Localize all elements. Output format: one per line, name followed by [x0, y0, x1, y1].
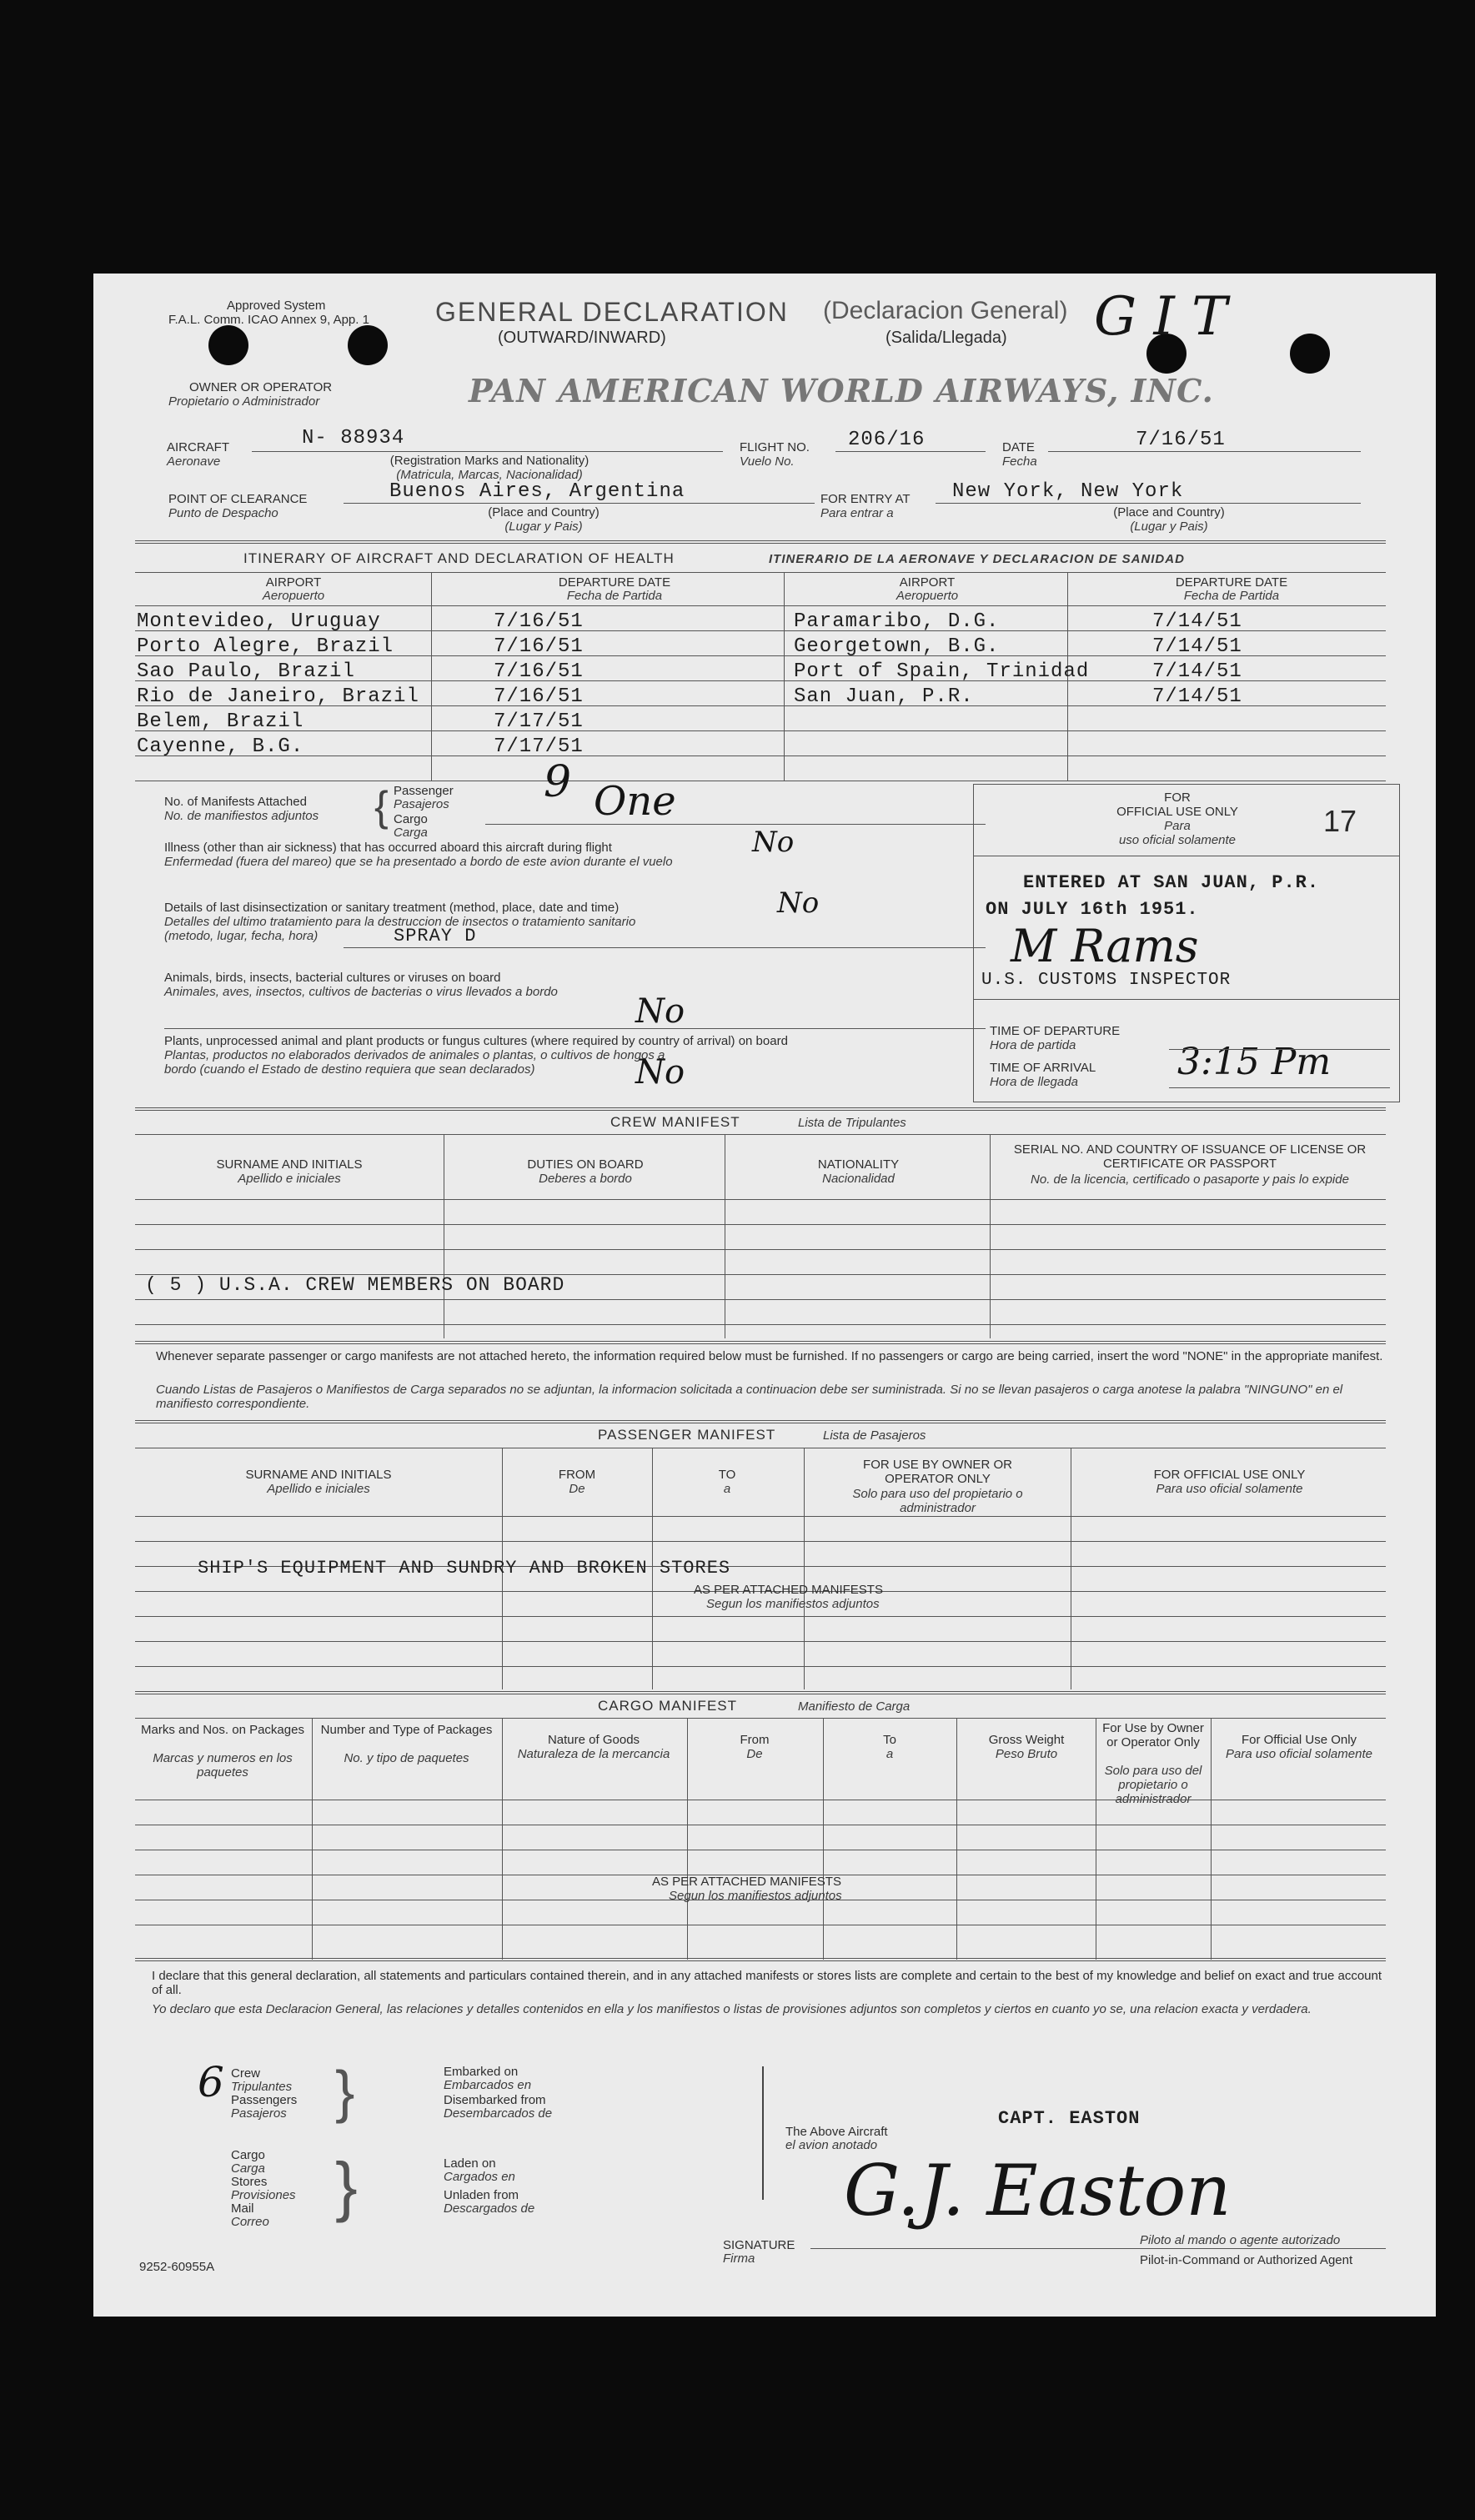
manifests-label: No. of Manifests Attached: [164, 795, 307, 809]
plants-value: No: [635, 1053, 685, 1092]
disembarked-from-es: Desembarcados de: [444, 2106, 553, 2121]
form-subtitle-es: (Salida/Llegada): [886, 329, 1007, 347]
itinerary-date-header-right: DEPARTURE DATE: [1175, 575, 1288, 590]
passenger-header-official-es: Para uso oficial solamente: [1156, 1482, 1303, 1496]
passenger-header-name: SURNAME AND INITIALS: [245, 1468, 392, 1482]
declaration-crew-es: Tripulantes: [231, 2080, 293, 2094]
itinerary-row-airport: San Juan, P.R.: [794, 685, 974, 708]
disinsect-value: No: [777, 886, 820, 920]
itinerary-row-date: 7/14/51: [1152, 635, 1242, 658]
disinsect-label-es-2: (metodo, lugar, fecha, hora): [164, 929, 319, 943]
pilot-label-es: Piloto al mando o agente autorizado: [1140, 2233, 1341, 2247]
itinerary-airport-header-es: Aeropuerto: [262, 589, 325, 603]
spray-value: SPRAY D: [394, 926, 477, 946]
itinerary-row-date: 7/17/51: [494, 710, 584, 733]
passenger-attached: AS PER ATTACHED MANIFESTS: [694, 1583, 883, 1597]
manifests-label-es: No. de manifiestos adjuntos: [164, 809, 319, 823]
crew-count: 6: [198, 2058, 224, 2106]
captain-signature: G.J. Easton: [844, 2150, 1232, 2231]
entry-caption: (Place and Country): [1113, 505, 1225, 520]
punch-hole: [348, 325, 388, 365]
itinerary-row-date: 7/16/51: [494, 635, 584, 658]
itinerary-row-date: 7/14/51: [1152, 610, 1242, 633]
clearance-value: Buenos Aires, Argentina: [389, 480, 685, 503]
declaration-text: I declare that this general declaration, all statements and particulars contained therein, and in any attached manifests or stores lists are complete and certain to the best of my knowledge and belief on exact and true account of all.: [152, 1969, 1382, 1997]
cargo-attached-es: Segun los manifiestos adjuntos: [669, 1889, 842, 1903]
itinerary-airport-header: AIRPORT: [265, 575, 322, 590]
crew-header-duties-es: Deberes a bordo: [539, 1172, 632, 1186]
cargo-attached: AS PER ATTACHED MANIFESTS: [652, 1875, 841, 1889]
crew-header-nationality-es: Nacionalidad: [822, 1172, 895, 1186]
unladen-from-es: Descargados de: [444, 2201, 535, 2216]
manifests-passenger: Passenger: [394, 784, 454, 798]
cargo-header-marks-es: Marcas y numeros en los paquetes: [153, 1751, 293, 1780]
date-label: DATE: [1002, 440, 1035, 454]
cargo-header-weight: Gross Weight: [988, 1733, 1065, 1747]
date-label-es: Fecha: [1002, 454, 1037, 469]
crew-header-duties: DUTIES ON BOARD: [527, 1157, 644, 1172]
entry-value: New York, New York: [952, 480, 1184, 503]
itinerary-title-es: ITINERARIO DE LA AERONAVE Y DECLARACION DE SANIDAD: [769, 552, 1185, 566]
itinerary-row-date: 7/16/51: [494, 685, 584, 708]
crew-header-name: SURNAME AND INITIALS: [216, 1157, 363, 1172]
declaration-brace: }: [335, 2059, 355, 2124]
aircraft-label: AIRCRAFT: [167, 440, 229, 454]
manifests-brace: {: [374, 783, 389, 830]
passenger-title: PASSENGER MANIFEST: [598, 1427, 776, 1443]
crew-header-license-es: No. de la licencia, certificado o pasaporte y pais lo expide: [1031, 1172, 1349, 1187]
punch-hole: [208, 325, 248, 365]
cargo-header-marks: Marks and Nos. on Packages: [141, 1723, 304, 1737]
passenger-header-owner-es: Solo para uso del propietario o administrador: [852, 1487, 1023, 1515]
illness-label: Illness (other than air sickness) that has occurred aboard this aircraft during flight: [164, 841, 612, 855]
cargo-header-nature-es: Naturaleza de la mercancia: [517, 1747, 670, 1761]
declaration-form: [93, 274, 1436, 2317]
cargo-header-official-es: Para uso oficial solamente: [1226, 1747, 1372, 1761]
disinsect-label: Details of last disinsectization or sanitary treatment (method, place, date and time): [164, 901, 620, 915]
cargo-header-number: Number and Type of Packages: [320, 1723, 493, 1737]
cargo-header-owner: For Use by Owner or Operator Only: [1102, 1721, 1204, 1749]
plants-label: Plants, unprocessed animal and plant products or fungus cultures (where required by country of arrival) on board: [164, 1034, 788, 1048]
form-title: GENERAL DECLARATION: [435, 297, 789, 327]
passenger-header-to-es: a: [723, 1482, 731, 1496]
animals-label-es: Animales, aves, insectos, cultivos de bacterias o virus llevados a bordo: [164, 985, 558, 999]
itinerary-row-airport: Georgetown, B.G.: [794, 635, 1000, 658]
cargo-header-to: To: [883, 1733, 896, 1747]
official-for: FOR: [1164, 791, 1191, 805]
crew-title-es: Lista de Tripulantes: [798, 1116, 906, 1130]
passenger-entry: SHIP'S EQUIPMENT AND SUNDRY AND BROKEN STORES: [198, 1558, 731, 1579]
reg-caption: (Registration Marks and Nationality): [389, 454, 589, 468]
itinerary-row-date: 7/16/51: [494, 660, 584, 683]
notice-text-es: Cuando Listas de Pasajeros o Manifiestos de Carga separados no se adjuntan, la informacion solicitada a continuacion debe ser suministrada. Si no se llevan pasajeros o carga anotese la palabra "NINGUNO" en el manifiesto correspondiente.: [156, 1383, 1343, 1411]
declaration-mail: Mail: [231, 2201, 254, 2216]
cargo-header-from: From: [740, 1733, 770, 1747]
manifests-cargo-es: Carga: [394, 826, 428, 840]
itinerary-row-airport: Rio de Janeiro, Brazil: [137, 685, 419, 708]
declaration-text-es: Yo declaro que esta Declaracion General, las relaciones y detalles contenidos en ella y los manifiestos o listas de provisiones adjuntos son completos y ciertos en cuanto yo se, una relacion exacta y verdadera.: [152, 2002, 1312, 2016]
aircraft-value: N- 88934: [302, 427, 405, 449]
plants-label-es-2: bordo (cuando el Estado de destino requiera que sean declarados): [164, 1062, 535, 1077]
cargo-header-weight-es: Peso Bruto: [995, 1747, 1058, 1761]
departure-time-label: TIME OF DEPARTURE: [990, 1024, 1121, 1038]
manifests-number: 9: [544, 757, 572, 807]
signature-label-es: Firma: [723, 2251, 755, 2266]
itinerary-row-airport: Paramaribo, D.G.: [794, 610, 1000, 633]
signature-label: SIGNATURE: [723, 2238, 795, 2252]
declaration-mail-es: Correo: [231, 2215, 269, 2229]
unladen-from: Unladen from: [444, 2188, 519, 2202]
itinerary-date-header: DEPARTURE DATE: [558, 575, 671, 590]
declaration-cargo-es: Carga: [231, 2161, 265, 2176]
itinerary-date-header-es: Fecha de Partida: [566, 589, 663, 603]
entry-label: FOR ENTRY AT: [820, 492, 911, 506]
entry-caption-es: (Lugar y Pais): [1130, 520, 1208, 534]
declaration-brace-2: }: [335, 2149, 358, 2223]
passenger-header-name-es: Apellido e iniciales: [267, 1482, 370, 1496]
crew-header-license: SERIAL NO. AND COUNTRY OF ISSUANCE OF LICENSE OR CERTIFICATE OR PASSPORT: [1013, 1142, 1367, 1171]
flight-label-es: Vuelo No.: [740, 454, 795, 469]
disembarked-from: Disembarked from: [444, 2093, 546, 2107]
itinerary-airport-header-right: AIRPORT: [899, 575, 956, 590]
embarked-on: Embarked on: [444, 2065, 519, 2079]
laden-on: Laden on: [444, 2156, 496, 2171]
official-number: 17: [1323, 804, 1357, 838]
illness-value: No: [752, 826, 795, 859]
itinerary-row-airport: Port of Spain, Trinidad: [794, 660, 1090, 683]
operator-label-es: Propietario o Administrador: [168, 394, 320, 409]
cargo-header-official: For Official Use Only: [1241, 1733, 1357, 1747]
approved-system: Approved System: [227, 299, 326, 313]
arrival-time: 3:15 Pm: [1177, 1041, 1332, 1083]
crew-header-nationality: NATIONALITY: [817, 1157, 900, 1172]
notice-text: Whenever separate passenger or cargo manifests are not attached hereto, the information required below must be furnished. If no passengers or cargo are being carried, insert the word "NONE" in the appropriate manifest.: [156, 1349, 1383, 1363]
passenger-title-es: Lista de Pasajeros: [823, 1428, 926, 1443]
itinerary-row-date: 7/16/51: [494, 610, 584, 633]
punch-hole: [1290, 334, 1330, 374]
declaration-stores: Stores: [231, 2175, 268, 2189]
operator-label: OWNER OR OPERATOR: [189, 380, 333, 394]
cargo-header-from-es: De: [746, 1747, 763, 1761]
cargo-header-number-es: No. y tipo de paquetes: [344, 1751, 469, 1765]
corner-handwriting: G I T: [1094, 286, 1227, 348]
declaration-passengers: Passengers: [231, 2093, 298, 2107]
passenger-attached-es: Segun los manifiestos adjuntos: [706, 1597, 880, 1611]
flight-label: FLIGHT NO.: [740, 440, 810, 454]
clearance-caption: (Place and Country): [488, 505, 600, 520]
passenger-header-official: FOR OFFICIAL USE ONLY: [1153, 1468, 1306, 1482]
itinerary-row-date: 7/17/51: [494, 735, 584, 758]
pilot-label: Pilot-in-Command or Authorized Agent: [1140, 2253, 1353, 2267]
entry-stamp-line2: ON JULY 16th 1951.: [986, 899, 1199, 920]
approved-system-ref: F.A.L. Comm. ICAO Annex 9, App. 1: [168, 313, 369, 327]
cargo-title: CARGO MANIFEST: [598, 1698, 738, 1714]
clearance-label-es: Punto de Despacho: [168, 506, 278, 520]
animals-value: No: [635, 992, 685, 1031]
itinerary-row-date: 7/14/51: [1152, 660, 1242, 683]
itinerary-row-airport: Belem, Brazil: [137, 710, 304, 733]
above-aircraft-es: el avion anotado: [785, 2138, 878, 2152]
manifests-cargo: Cargo: [394, 812, 428, 826]
crew-title: CREW MANIFEST: [610, 1114, 740, 1130]
departure-time-label-es: Hora de partida: [990, 1038, 1076, 1052]
aircraft-label-es: Aeronave: [167, 454, 221, 469]
official-uso: uso oficial solamente: [1118, 833, 1237, 847]
declaration-stores-es: Provisiones: [231, 2188, 296, 2202]
operator-name: PAN AMERICAN WORLD AIRWAYS, INC.: [469, 372, 1214, 409]
cargo-header-nature: Nature of Goods: [547, 1733, 640, 1747]
declaration-passengers-es: Pasajeros: [231, 2106, 287, 2121]
itinerary-row-airport: Cayenne, B.G.: [137, 735, 304, 758]
customs-inspector: U.S. CUSTOMS INSPECTOR: [981, 971, 1232, 990]
plants-label-es: Plantas, productos no elaborados derivados de animales o plantas, o cultivos de hongos a: [164, 1048, 665, 1062]
itinerary-row-airport: Montevideo, Uruguay: [137, 610, 381, 633]
manifests-passenger-es: Pasajeros: [394, 797, 449, 811]
above-aircraft: The Above Aircraft: [785, 2125, 888, 2139]
captain-name: CAPT. EASTON: [998, 2108, 1141, 2129]
entry-label-es: Para entrar a: [820, 506, 894, 520]
inspector-signature: M Rams: [1011, 920, 1199, 972]
flight-date: 7/16/51: [1136, 429, 1226, 451]
cargo-title-es: Manifiesto de Carga: [798, 1699, 911, 1714]
clearance-caption-es: (Lugar y Pais): [504, 520, 583, 534]
clearance-label: POINT OF CLEARANCE: [168, 492, 308, 506]
form-subtitle: (OUTWARD/INWARD): [498, 329, 666, 347]
embarked-on-es: Embarcados en: [444, 2078, 532, 2092]
declaration-cargo: Cargo: [231, 2148, 265, 2162]
form-number: 9252-60955A: [139, 2260, 215, 2274]
itinerary-row-date: 7/14/51: [1152, 685, 1242, 708]
entry-stamp-line1: ENTERED AT SAN JUAN, P.R.: [1023, 872, 1320, 893]
manifests-count: One: [594, 778, 676, 825]
arrival-time-label-es: Hora de llegada: [990, 1075, 1078, 1089]
crew-header-name-es: Apellido e iniciales: [238, 1172, 341, 1186]
passenger-header-from: FROM: [558, 1468, 596, 1482]
official-title: OFFICIAL USE ONLY: [1116, 805, 1238, 819]
passenger-header-from-es: De: [569, 1482, 585, 1496]
arrival-time-label: TIME OF ARRIVAL: [990, 1061, 1096, 1075]
disinsect-label-es: Detalles del ultimo tratamiento para la destruccion de insectos o tratamiento sanitario: [164, 915, 636, 929]
cargo-header-owner-es: Solo para uso del propietario o administrador: [1104, 1764, 1202, 1806]
illness-label-es: Enfermedad (fuera del mareo) que se ha presentado a bordo de este avion durante el vuelo: [164, 855, 673, 869]
flight-number: 206/16: [848, 429, 926, 451]
laden-on-es: Cargados en: [444, 2170, 515, 2184]
itinerary-airport-header-right-es: Aeropuerto: [896, 589, 959, 603]
reg-caption-es: (Matricula, Marcas, Nacionalidad): [396, 468, 583, 482]
passenger-header-to: TO: [718, 1468, 736, 1482]
itinerary-row-airport: Porto Alegre, Brazil: [137, 635, 394, 658]
cargo-header-to-es: a: [886, 1747, 894, 1761]
itinerary-row-airport: Sao Paulo, Brazil: [137, 660, 355, 683]
itinerary-title: ITINERARY OF AIRCRAFT AND DECLARATION OF HEALTH: [243, 550, 675, 566]
form-title-es: (Declaracion General): [823, 297, 1068, 324]
animals-label: Animals, birds, insects, bacterial cultures or viruses on board: [164, 971, 501, 985]
declaration-crew: Crew: [231, 2066, 261, 2081]
official-para: Para: [1164, 819, 1191, 833]
crew-entry: ( 5 ) U.S.A. CREW MEMBERS ON BOARD: [145, 1274, 565, 1296]
passenger-header-owner: FOR USE BY OWNER OR OPERATOR ONLY: [863, 1458, 1012, 1486]
itinerary-date-header-right-es: Fecha de Partida: [1183, 589, 1280, 603]
